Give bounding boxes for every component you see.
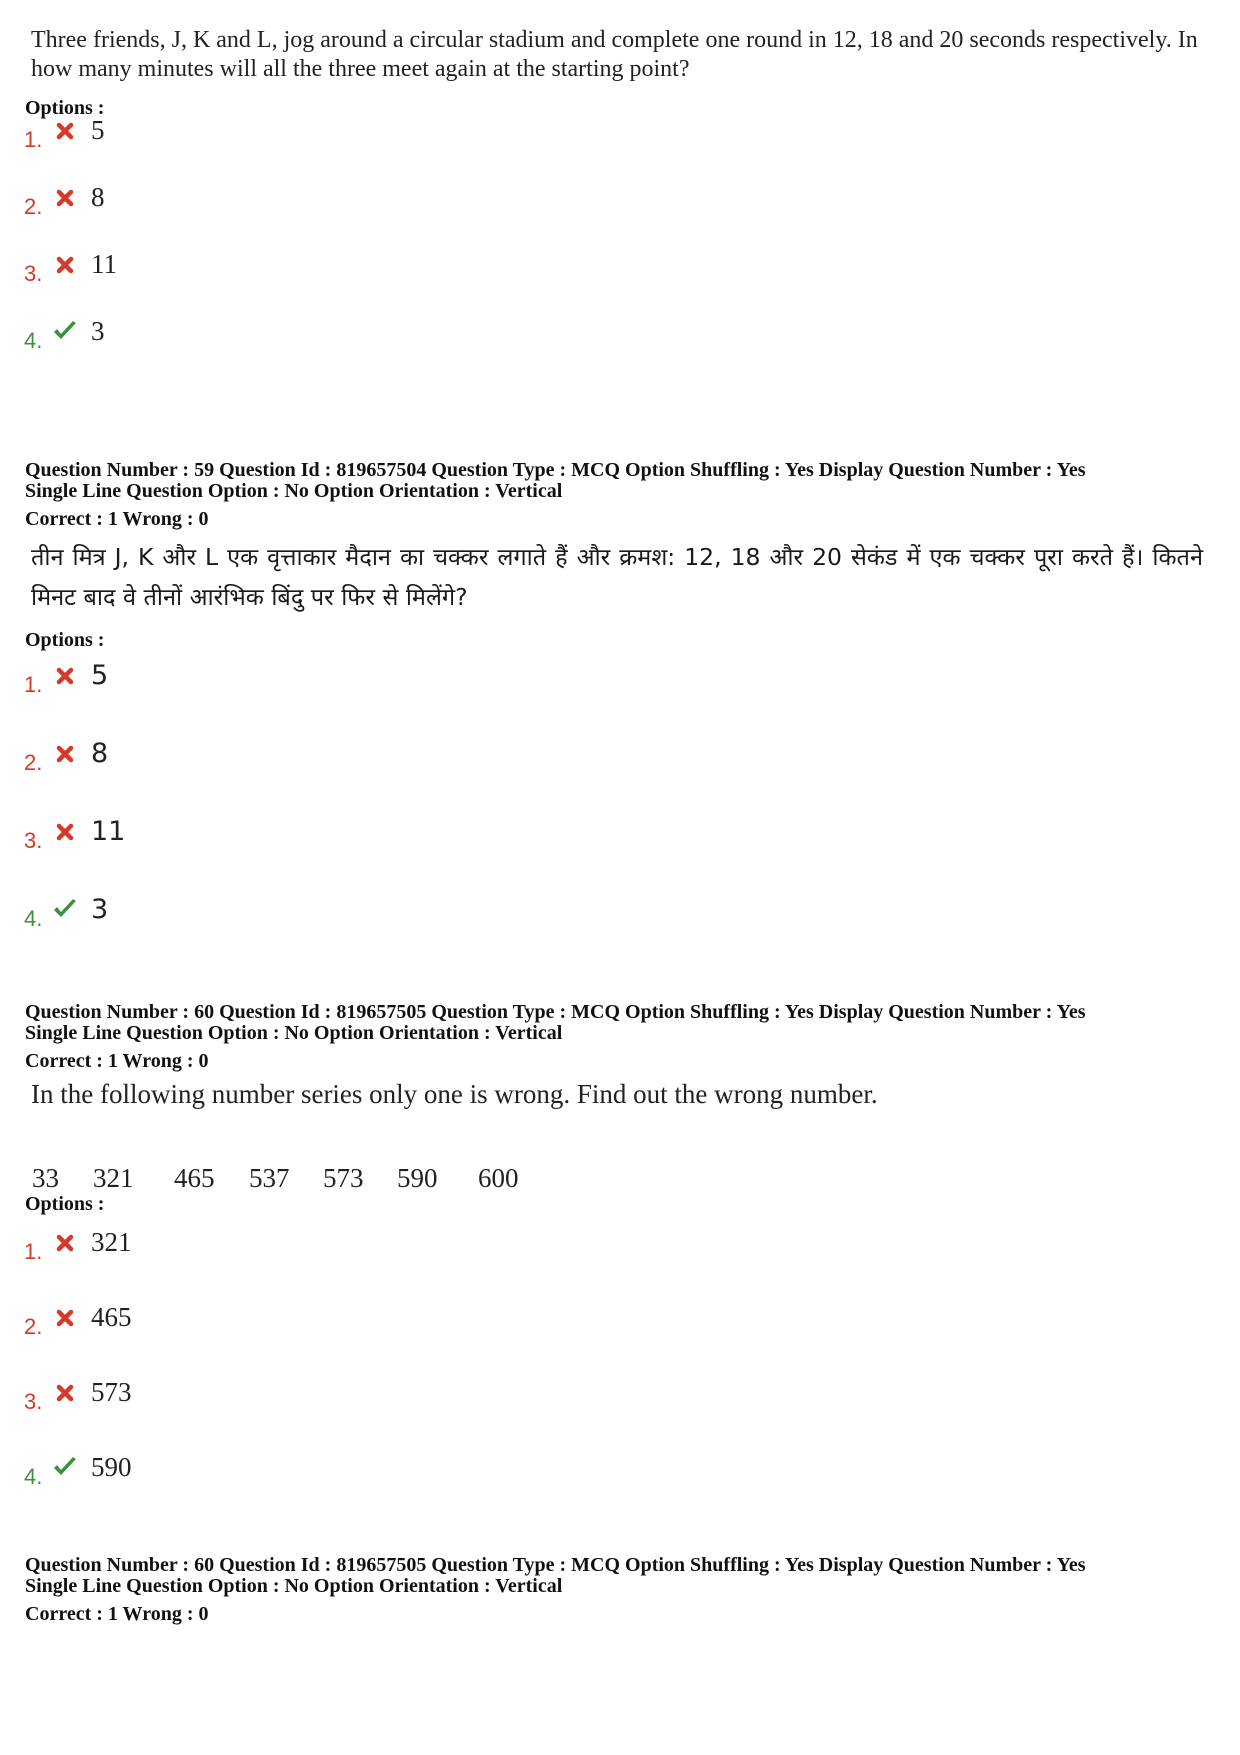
series-number: 321 xyxy=(93,1163,134,1193)
question-text: In the following number series only one is wrong. Find out the wrong number. xyxy=(31,1079,878,1109)
cross-icon xyxy=(52,1380,78,1404)
cross-icon xyxy=(52,1230,78,1254)
option-value: 8 xyxy=(91,738,109,769)
marks-line: Correct : 1 Wrong : 0 xyxy=(25,1050,209,1072)
series-number: 573 xyxy=(323,1163,364,1193)
question-text: तीन मित्र J, K और L एक वृत्ताकार मैदान का चक्कर लगाते हैं और क्रमश: 12, 18 और 20 सेकंड में एक चक्कर पूरा करते हैं। कितने मिनट बाद वे तीनों आरंभिक बिंदु पर फिर से मिलेंगे? xyxy=(31,543,1203,611)
series-number: 465 xyxy=(174,1163,215,1193)
option-number: 4. xyxy=(24,328,43,353)
option-value: 3 xyxy=(91,894,109,925)
option-value: 11 xyxy=(91,249,117,279)
cross-icon xyxy=(52,118,78,142)
cross-icon xyxy=(52,252,78,276)
option-number: 4. xyxy=(24,1464,43,1489)
marks-line: Correct : 1 Wrong : 0 xyxy=(25,508,209,530)
cross-icon xyxy=(52,185,78,209)
cross-icon xyxy=(52,741,78,765)
question-meta-line: Question Number : 60 Question Id : 819657505 Question Type : MCQ Option Shuffling : Yes Display Question Number : Yes xyxy=(25,1554,1086,1576)
question-text: Three friends, J, K and L, jog around a circular stadium and complete one round in 12, 18 and 20 seconds respectively. In how many minutes will all the three meet again at the starting point? xyxy=(31,27,1198,82)
option-value: 3 xyxy=(91,316,105,346)
question-meta-line: Question Number : 60 Question Id : 819657505 Question Type : MCQ Option Shuffling : Yes Display Question Number : Yes xyxy=(25,1001,1086,1023)
cross-icon xyxy=(52,819,78,843)
series-number: 590 xyxy=(397,1163,438,1193)
option-number: 3. xyxy=(24,1389,43,1414)
option-value: 573 xyxy=(91,1377,132,1407)
question-meta-line: Single Line Question Option : No Option Orientation : Vertical xyxy=(25,480,563,502)
question-meta-line: Single Line Question Option : No Option Orientation : Vertical xyxy=(25,1022,563,1044)
option-number: 2. xyxy=(24,1314,43,1339)
option-number: 3. xyxy=(24,261,43,286)
option-number: 2. xyxy=(24,750,43,775)
option-value: 590 xyxy=(91,1452,132,1482)
marks-line: Correct : 1 Wrong : 0 xyxy=(25,1603,209,1625)
option-number: 3. xyxy=(24,828,43,853)
option-value: 5 xyxy=(91,115,105,145)
option-value: 321 xyxy=(91,1227,132,1257)
option-value: 465 xyxy=(91,1302,132,1332)
options-label: Options : xyxy=(25,1193,105,1215)
option-value: 11 xyxy=(91,816,126,847)
series-number: 33 xyxy=(32,1163,59,1193)
option-number: 4. xyxy=(24,906,43,931)
option-value: 8 xyxy=(91,182,105,212)
series-number: 537 xyxy=(249,1163,290,1193)
check-icon xyxy=(52,1455,78,1479)
option-number: 2. xyxy=(24,194,43,219)
question-meta-line: Single Line Question Option : No Option Orientation : Vertical xyxy=(25,1575,563,1597)
option-number: 1. xyxy=(24,672,43,697)
cross-icon xyxy=(52,663,78,687)
option-number: 1. xyxy=(24,127,43,152)
series-number: 600 xyxy=(478,1163,519,1193)
check-icon xyxy=(52,897,78,921)
option-value: 5 xyxy=(91,660,109,691)
options-label: Options : xyxy=(25,629,105,651)
check-icon xyxy=(52,319,78,343)
cross-icon xyxy=(52,1305,78,1329)
options-label: Options : xyxy=(25,97,105,119)
question-meta-line: Question Number : 59 Question Id : 819657504 Question Type : MCQ Option Shuffling : Yes Display Question Number : Yes xyxy=(25,459,1086,481)
option-number: 1. xyxy=(24,1239,43,1264)
